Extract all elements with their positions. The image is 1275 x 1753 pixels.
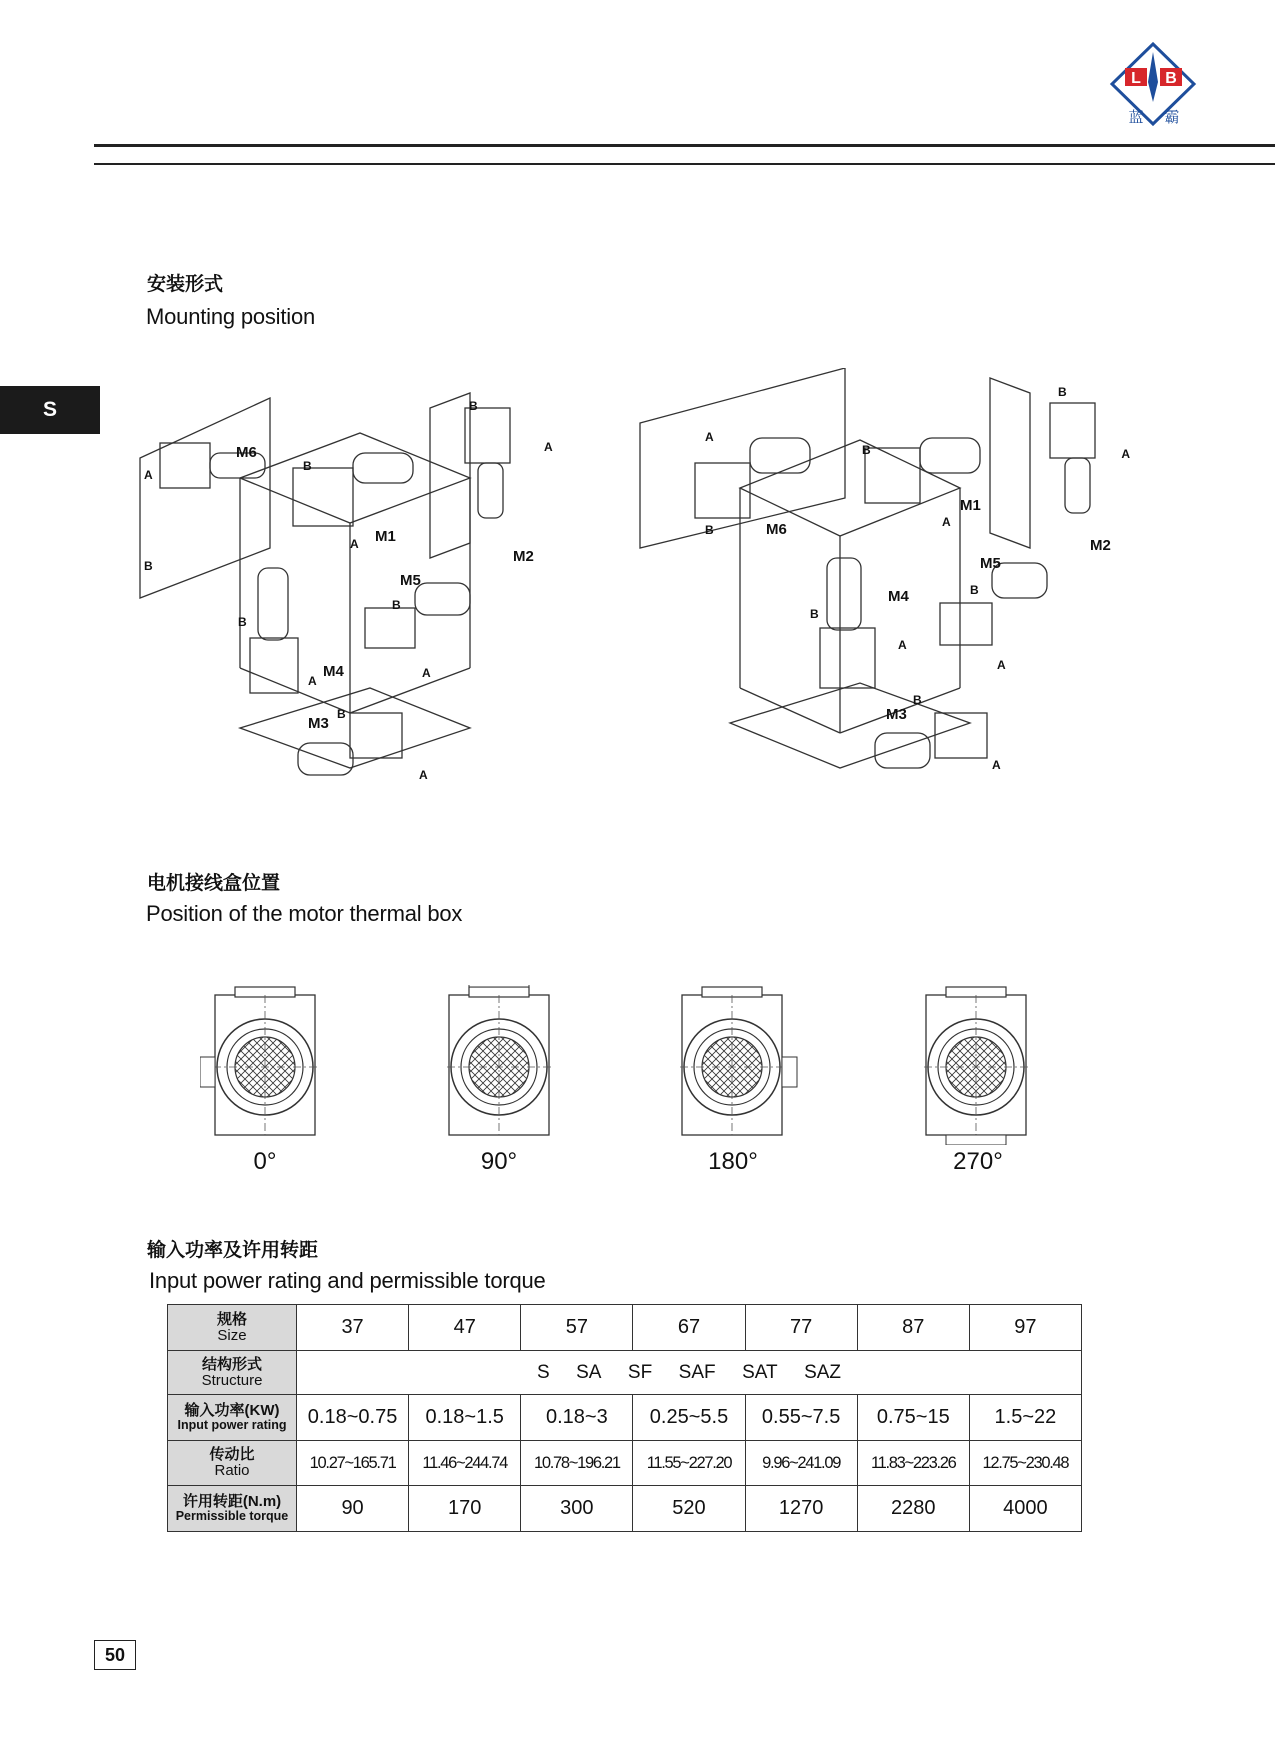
row-header-en: Ratio [214, 1462, 250, 1479]
table-cell: 11.46~244.74 [409, 1441, 521, 1486]
label-right-m1: M1 [960, 497, 981, 514]
mark-b: B [810, 607, 819, 621]
thermal-view-90 [447, 985, 551, 1135]
label-right-m5: M5 [980, 555, 1001, 572]
thermal-title-cn: 电机接线盒位置 [147, 873, 281, 894]
label-left-m6: M6 [236, 444, 257, 461]
mark-b: B [469, 399, 478, 413]
label-left-m1: M1 [375, 528, 396, 545]
mounting-position-diagram [130, 368, 1130, 798]
structure-type: SAZ [804, 1361, 842, 1383]
spec-table [167, 1304, 1082, 1532]
label-left-m3: M3 [308, 715, 329, 732]
row-header-cn: 规格 [216, 1310, 247, 1328]
structure-type: SA [576, 1361, 602, 1383]
table-cell: 0.55~7.5 [745, 1395, 857, 1441]
table-cell: 0.25~5.5 [633, 1395, 745, 1441]
table-cell: 0.18~3 [521, 1395, 633, 1441]
angle-90-label: 90° [480, 1148, 518, 1175]
mark-b: B [144, 559, 153, 573]
mark-b: B [970, 583, 979, 597]
mounting-title-en: Mounting position [146, 304, 316, 329]
row-header-en: Input power rating [177, 1417, 287, 1432]
mark-b: B [1058, 385, 1067, 399]
page-number: 50 [94, 1640, 136, 1670]
table-cell: 11.55~227.20 [633, 1441, 745, 1486]
table-cell: 67 [633, 1305, 745, 1351]
section-tab: S [0, 386, 100, 434]
mark-b: B [337, 707, 346, 721]
table-cell: 300 [521, 1486, 633, 1532]
structure-cell [297, 1351, 1082, 1395]
row-header-structure [168, 1351, 297, 1395]
table-cell: 47 [409, 1305, 521, 1351]
table-cell: 97 [969, 1305, 1081, 1351]
table-cell: 170 [409, 1486, 521, 1532]
angle-180-label: 180° [708, 1148, 758, 1175]
thermal-view-180 [680, 987, 797, 1135]
label-right-m2: M2 [1090, 537, 1111, 554]
structure-type: SAT [742, 1361, 778, 1383]
label-right-m6: M6 [766, 521, 787, 538]
row-header-cn: 许用转距(N.m) [182, 1493, 282, 1511]
mark-a: A [705, 430, 714, 444]
table-cell: 520 [633, 1486, 745, 1532]
mark-a: A [544, 440, 553, 454]
mark-a: A [350, 537, 359, 551]
mark-a: A [992, 758, 1001, 772]
power-title-en: Input power rating and permissible torque [149, 1268, 546, 1293]
angle-270-label: 270° [953, 1148, 1003, 1175]
structure-type: SF [627, 1361, 653, 1383]
table-cell: 9.96~241.09 [745, 1441, 857, 1486]
mark-a: A [997, 658, 1006, 672]
mark-b: B [238, 615, 247, 629]
label-left-m5: M5 [400, 572, 421, 589]
row-header-torque [168, 1486, 297, 1532]
table-row-power [168, 1395, 1082, 1441]
company-logo [1108, 42, 1198, 130]
header-rule-top [94, 144, 1275, 147]
thermal-box-views [200, 985, 1060, 1170]
table-row-size [168, 1305, 1082, 1351]
table-cell: 90 [297, 1486, 409, 1532]
mark-a: A [419, 768, 428, 782]
mark-a: A [144, 468, 153, 482]
table-cell: 77 [745, 1305, 857, 1351]
thermal-title-en: Position of the motor thermal box [146, 901, 463, 926]
table-cell: 12.75~230.48 [969, 1441, 1081, 1486]
label-left-m4: M4 [323, 663, 344, 680]
label-right-m4: M4 [888, 588, 909, 605]
logo-cn-right: 霸 [1164, 108, 1180, 126]
table-cell: 11.83~223.26 [857, 1441, 969, 1486]
table-cell: 1.5~22 [969, 1395, 1081, 1441]
table-cell: 10.27~165.71 [297, 1441, 409, 1486]
mark-a: A [422, 666, 431, 680]
thermal-view-270 [924, 987, 1028, 1145]
logo-cn-left: 蓝 [1128, 108, 1144, 126]
table-cell: 57 [521, 1305, 633, 1351]
thermal-view-0 [200, 987, 317, 1135]
table-row-torque [168, 1486, 1082, 1532]
row-header-size [168, 1305, 297, 1351]
mark-b: B [303, 459, 312, 473]
mark-a: A [1121, 447, 1130, 461]
mark-b: B [705, 523, 714, 537]
row-header-ratio [168, 1441, 297, 1486]
row-header-power [168, 1395, 297, 1441]
table-row-ratio [168, 1441, 1082, 1486]
table-cell: 37 [297, 1305, 409, 1351]
mark-b: B [392, 598, 401, 612]
header-rule-bottom [94, 163, 1275, 165]
angle-0-label: 0° [253, 1148, 277, 1175]
table-cell: 0.18~1.5 [409, 1395, 521, 1441]
label-right-m3: M3 [886, 706, 907, 723]
row-header-en: Permissible torque [175, 1508, 289, 1523]
table-cell: 4000 [969, 1486, 1081, 1532]
mark-a: A [308, 674, 317, 688]
structure-type: SAF [678, 1361, 716, 1383]
table-cell: 2280 [857, 1486, 969, 1532]
logo-letter-b: B [1165, 70, 1177, 87]
mark-b: B [913, 693, 922, 707]
row-header-cn: 传动比 [209, 1446, 255, 1464]
table-cell: 0.18~0.75 [297, 1395, 409, 1441]
table-cell: 0.75~15 [857, 1395, 969, 1441]
mark-a: A [942, 515, 951, 529]
mounting-title-cn: 安装形式 [147, 274, 224, 295]
mark-a: A [898, 638, 907, 652]
logo-letter-l: L [1131, 70, 1141, 87]
row-header-cn: 结构形式 [201, 1355, 262, 1373]
table-cell: 87 [857, 1305, 969, 1351]
mark-b: B [862, 443, 871, 457]
table-cell: 1270 [745, 1486, 857, 1532]
power-title-cn: 输入功率及许用转距 [147, 1240, 319, 1261]
structure-type: S [536, 1361, 550, 1383]
label-left-m2: M2 [513, 548, 534, 565]
row-header-en: Structure [201, 1371, 263, 1389]
table-cell: 10.78~196.21 [521, 1441, 633, 1486]
row-header-en: Size [217, 1326, 247, 1344]
row-header-cn: 输入功率(KW) [184, 1402, 280, 1420]
table-row-structure [168, 1351, 1082, 1395]
